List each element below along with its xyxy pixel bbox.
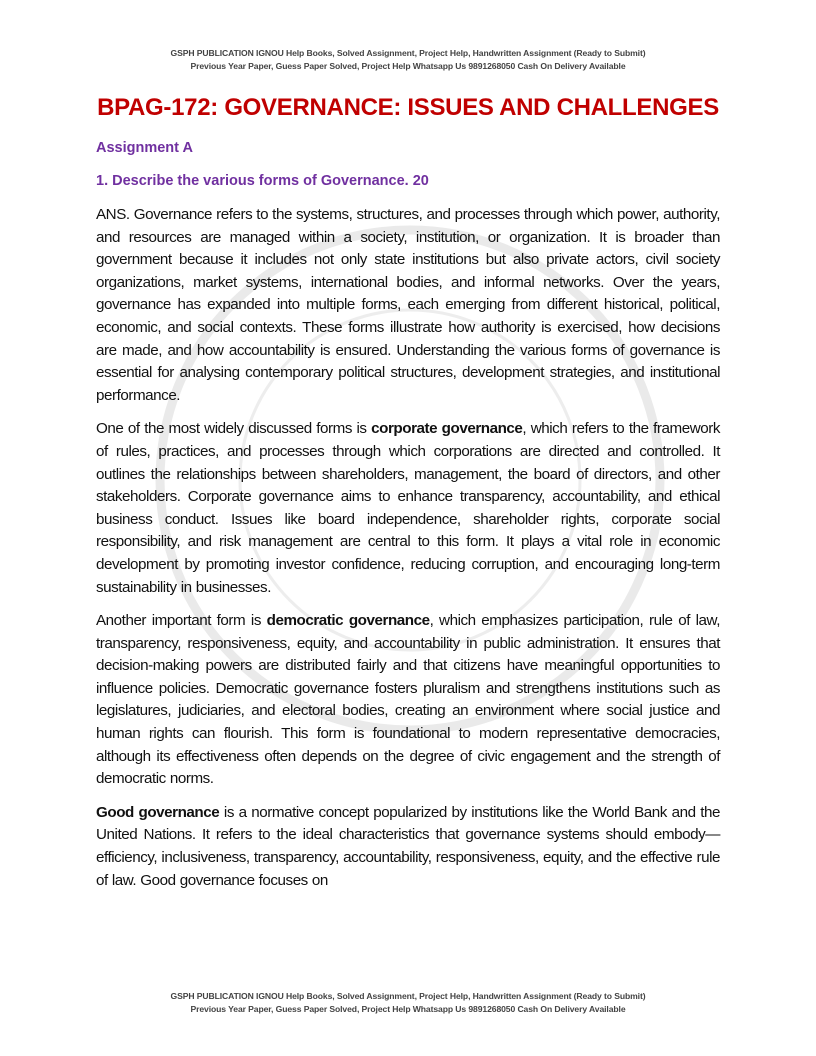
- paragraph: [96, 802, 720, 892]
- bold-term: Good governance: [96, 803, 220, 821]
- question-heading: 1. Describe the various forms of Governance. 20: [96, 173, 429, 189]
- header-line-1: GSPH PUBLICATION IGNOU Help Books, Solved Assignment, Project Help, Handwritten Assignment (Ready to Submit): [170, 48, 646, 58]
- paragraph: [96, 610, 720, 791]
- paragraph-text: , which refers to the framework of rules, practices, and processes through which corporations are directed and controlled. It outlines the relationships between shareholders, management, the board of directors, and other stakeholders. Corporate governance aims to enhance transparency, accountability, and ethical business conduct. Issues like board independence, shareholder rights, corporate social responsibility, and risk management are central to this form. It plays a vital role in economic development by promoting investor confidence, reducing corruption, and encouraging long-term sustainability in businesses.: [96, 420, 720, 596]
- paragraph-text: ANS. Governance refers to the systems, structures, and processes through which power, authority, and resources are managed within a society, institution, or organization. It is broader than government because it includes not only state institutions but also private actors, civil society organizations, market systems, international bodies, and informal networks. Over the years, governance has expanded into multiple forms, each emerging from different historical, political, economic, and social contexts. These forms illustrate how authority is exercised, how decisions are made, and how accountability is ensured. Understanding the various forms of governance is essential for analysing contemporary political structures, development strategies, and institutional performance.: [96, 206, 720, 404]
- page-footer: [0, 978, 816, 1016]
- answer-body: [96, 204, 720, 903]
- paragraph-text: , which emphasizes participation, rule of law, transparency, responsiveness, equity, and accountability in public administration. It ensures that decision-making powers are distributed fairly and that citizens have meaningful opportunities to influence policies. Democratic governance fosters pluralism and strengthens institutions such as legislatures, judiciaries, and electoral bodies, creating an environment where social justice and human rights can flourish. This form is foundational to modern representative democracies, although its effectiveness often depends on the degree of civic engagement and the strength of democratic norms.: [96, 612, 721, 788]
- paragraph-text: One of the most widely discussed forms is: [96, 420, 372, 438]
- section-heading: Assignment A: [96, 140, 193, 156]
- header-line-2: Previous Year Paper, Guess Paper Solved, Project Help Whatsapp Us 9891268050 Cash On Delivery Available: [190, 61, 626, 71]
- document-title: BPAG-172: GOVERNANCE: ISSUES AND CHALLENGES: [97, 94, 719, 121]
- footer-line-2: Previous Year Paper, Guess Paper Solved, Project Help Whatsapp Us 9891268050 Cash On Delivery Available: [190, 1004, 626, 1014]
- footer-line-1: GSPH PUBLICATION IGNOU Help Books, Solved Assignment, Project Help, Handwritten Assignment (Ready to Submit): [170, 991, 646, 1001]
- paragraph-text: is a normative concept popularized by institutions like the World Bank and the United Nations. It refers to the ideal characteristics that governance systems should embody—efficiency, inclusiveness, transparency, accountability, responsiveness, equity, and the effective rule of law. Good governance focuses on: [96, 803, 720, 889]
- paragraph: [96, 418, 720, 599]
- paragraph: [96, 204, 720, 407]
- paragraph-text: Another important form is: [96, 612, 267, 630]
- bold-term: corporate governance: [371, 420, 523, 438]
- page-header: [0, 47, 816, 73]
- bold-term: democratic governance: [266, 612, 430, 630]
